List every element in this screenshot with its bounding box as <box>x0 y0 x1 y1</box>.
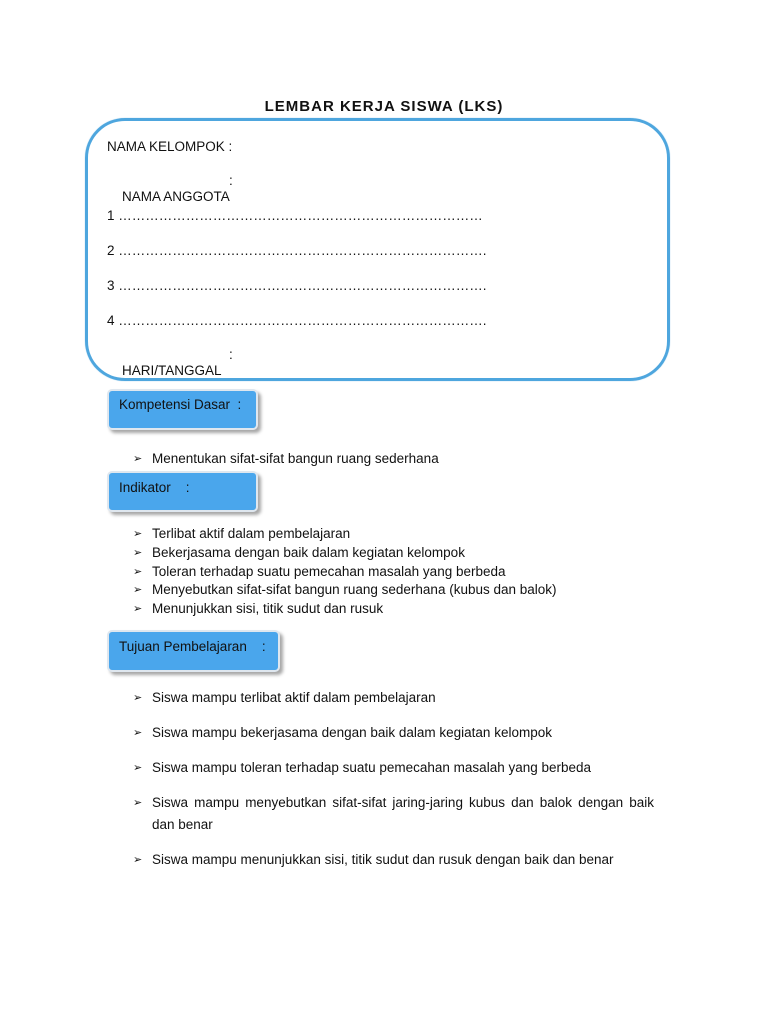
list-item-text: Siswa mampu menyebutkan sifat-sifat jaring-jaring kubus dan balok dengan baik dan benar <box>152 795 654 832</box>
anggota-line-1: 1 ……………………………………………………………………… <box>107 208 483 223</box>
hari-tanggal-colon: : <box>229 347 233 362</box>
list-item <box>133 544 654 563</box>
list-item-text: Terlibat aktif dalam pembelajaran <box>152 526 351 541</box>
nama-anggota-label: NAMA ANGGOTA <box>122 189 230 204</box>
list-item <box>133 600 654 619</box>
arrow-bullet-icon <box>133 849 142 871</box>
nama-anggota-colon: : <box>229 173 233 188</box>
list-item <box>133 581 654 600</box>
indikator-heading: Indikator : <box>107 471 258 512</box>
list-item <box>133 792 654 836</box>
arrow-bullet-icon <box>133 792 142 814</box>
list-item <box>133 757 654 779</box>
list-item-text: Siswa mampu menunjukkan sisi, titik sudut dan rusuk dengan baik dan benar <box>152 852 614 867</box>
arrow-bullet-icon <box>133 687 142 709</box>
tujuan-pembelajaran-heading: Tujuan Pembelajaran : <box>107 630 280 672</box>
arrow-bullet-icon <box>133 451 142 467</box>
arrow-bullet-icon <box>133 722 142 744</box>
arrow-bullet-icon <box>133 544 142 563</box>
list-item <box>133 563 654 582</box>
list-item <box>133 451 654 467</box>
list-item-text: Menyebutkan sifat-sifat bangun ruang sederhana (kubus dan balok) <box>152 582 557 598</box>
list-item <box>133 687 654 709</box>
list-item <box>133 722 654 744</box>
arrow-bullet-icon <box>133 757 142 779</box>
list-item-text: Menunjukkan sisi, titik sudut dan rusuk <box>152 601 384 616</box>
list-item-text: Bekerjasama dengan baik dalam kegiatan kelompok <box>152 544 465 560</box>
list-item-text: Siswa mampu bekerjasama dengan baik dalam kegiatan kelompok <box>152 725 552 740</box>
list-item-text: Siswa mampu toleran terhadap suatu pemecahan masalah yang berbeda <box>152 760 592 775</box>
nama-kelompok-label: NAMA KELOMPOK : <box>107 139 233 154</box>
list-item <box>133 849 654 871</box>
anggota-line-3: 3 ………………………………………………………………………. <box>107 278 487 293</box>
arrow-bullet-icon <box>133 525 142 544</box>
hari-tanggal-row <box>107 347 233 378</box>
tujuan-pembelajaran-list <box>133 687 654 884</box>
list-item-text: Menentukan sifat-sifat bangun ruang sederhana <box>152 451 439 466</box>
list-item-text: Siswa mampu terlibat aktif dalam pembelajaran <box>152 690 436 705</box>
arrow-bullet-icon <box>133 600 142 619</box>
anggota-line-2: 2 ………………………………………………………………………. <box>107 243 487 258</box>
arrow-bullet-icon <box>133 581 142 600</box>
indikator-list <box>133 525 654 619</box>
arrow-bullet-icon <box>133 563 142 582</box>
page-title: LEMBAR KERJA SISWA (LKS) <box>264 98 504 115</box>
hari-tanggal-label: HARI/TANGGAL <box>122 363 222 378</box>
group-identity-box <box>85 118 670 381</box>
kompetensi-dasar-list <box>133 451 654 467</box>
list-item <box>133 525 654 544</box>
kompetensi-dasar-heading: Kompetensi Dasar : <box>107 389 258 430</box>
nama-anggota-row <box>107 173 233 204</box>
anggota-line-4: 4 ………………………………………………………………………. <box>107 313 487 328</box>
list-item-text: Toleran terhadap suatu pemecahan masalah yang berbeda <box>152 563 506 579</box>
